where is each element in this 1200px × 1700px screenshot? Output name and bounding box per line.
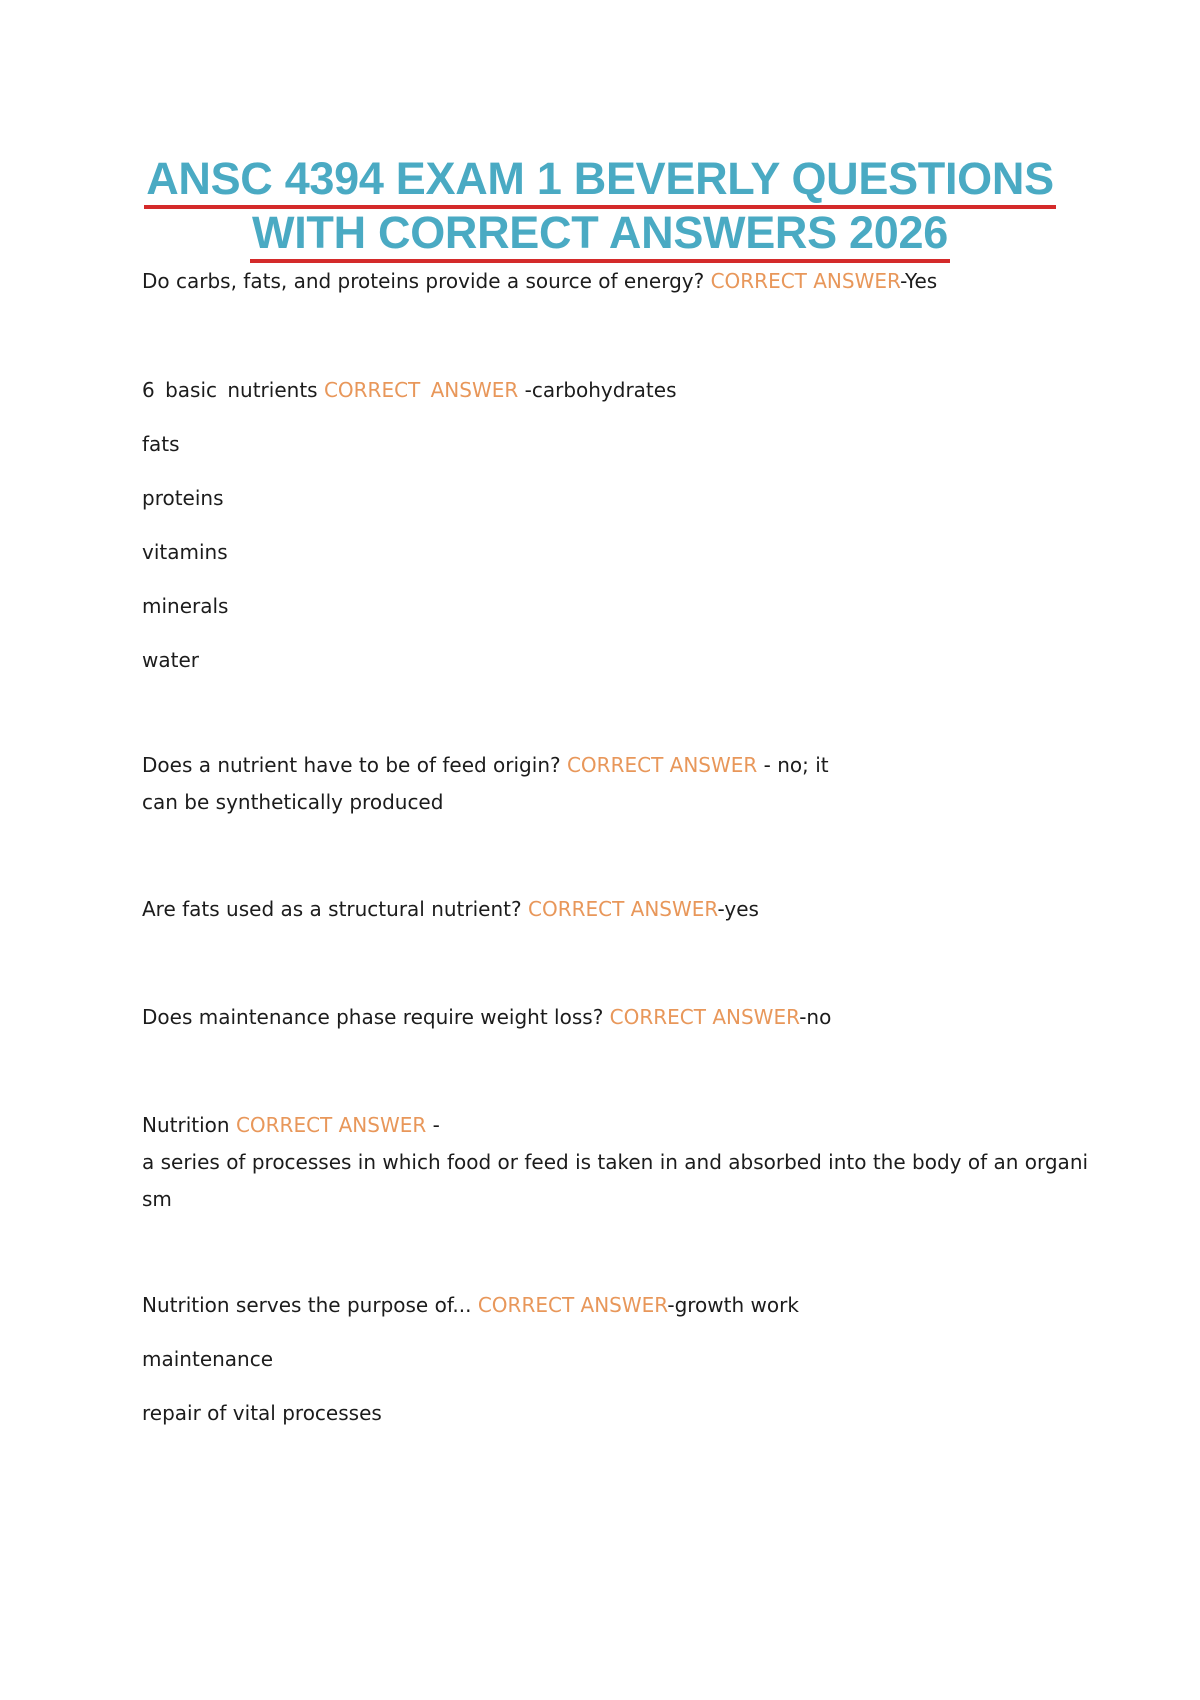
answer-text: -no <box>799 1005 832 1029</box>
answer-extra-line: minerals <box>142 594 229 618</box>
question-text: 6 basic nutrients <box>142 378 318 402</box>
correct-answer-marker: CORRECT ANSWER <box>710 269 901 293</box>
correct-answer-marker: CORRECT ANSWER <box>235 1113 427 1137</box>
qa-item-structural-fats <box>142 891 1062 928</box>
answer-extra-line: proteins <box>142 486 224 510</box>
correct-answer-marker: CORRECT ANSWER <box>323 378 519 402</box>
qa-item-nutrition-definition <box>142 1107 1089 1218</box>
question-text: Do carbs, fats, and proteins provide a source of energy? <box>142 269 705 293</box>
answer-text: -carbohydrates <box>524 378 677 402</box>
question-text: Does maintenance phase require weight loss? <box>142 1005 604 1029</box>
correct-answer-marker: CORRECT ANSWER <box>566 753 758 777</box>
qa-item-nutrition-purpose <box>142 1287 1062 1432</box>
answer-extra-line: fats <box>142 432 180 456</box>
question-text: Nutrition serves the purpose of... <box>142 1293 472 1317</box>
answer-text: - <box>432 1113 440 1137</box>
question-text: Does a nutrient have to be of feed origin? <box>142 753 561 777</box>
answer-extra-line: water <box>142 648 199 672</box>
question-text: Nutrition <box>142 1113 230 1137</box>
correct-answer-marker: CORRECT ANSWER <box>527 897 718 921</box>
qa-item-feed-origin <box>142 747 1062 821</box>
title-line-1: ANSC 4394 EXAM 1 BEVERLY QUESTIONS <box>144 152 1056 209</box>
qa-item-basic-nutrients <box>142 372 1062 679</box>
answer-extra-line: maintenance <box>142 1347 274 1371</box>
answer-continuation: can be synthetically produced <box>142 790 444 814</box>
qa-item-energy <box>142 263 1062 300</box>
qa-item-maintenance-phase <box>142 999 1062 1036</box>
title-line-2: WITH CORRECT ANSWERS 2026 <box>250 206 950 263</box>
answer-continuation: a series of processes in which food or feed is taken in and absorbed into the body of an organi <box>142 1150 1089 1174</box>
answer-extra-line: repair of vital processes <box>142 1401 382 1425</box>
answer-text: -growth work <box>667 1293 799 1317</box>
answer-text: -yes <box>717 897 759 921</box>
document-title <box>100 152 1100 260</box>
answer-text: -Yes <box>900 269 938 293</box>
correct-answer-marker: CORRECT ANSWER <box>477 1293 668 1317</box>
answer-extra-line: vitamins <box>142 540 228 564</box>
answer-text: - no; it <box>763 753 829 777</box>
answer-continuation: sm <box>142 1187 172 1211</box>
question-text: Are fats used as a structural nutrient? <box>142 897 522 921</box>
correct-answer-marker: CORRECT ANSWER <box>609 1005 800 1029</box>
